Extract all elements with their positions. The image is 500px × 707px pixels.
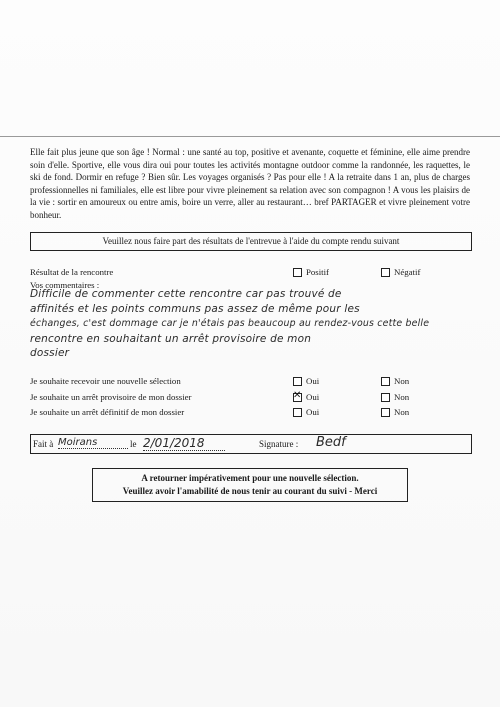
non-label: Non (394, 376, 410, 386)
comment-line: échanges, c'est dommage car je n'étais pas beaucoup au rendez-vous cette belle (30, 318, 430, 329)
choice-non-option[interactable] (381, 376, 409, 386)
choice-oui-checkbox[interactable] (293, 377, 302, 386)
fait-label: Fait à (33, 439, 54, 449)
choice-non-option[interactable] (381, 407, 409, 417)
choice-label: Je souhaite recevoir une nouvelle sélection (30, 376, 181, 386)
result-label: Résultat de la rencontre (30, 267, 114, 277)
oui-label: Oui (306, 392, 320, 402)
signature-row (30, 434, 472, 454)
choice-non-checkbox[interactable] (381, 393, 390, 402)
choice-oui-checkbox[interactable] (293, 393, 302, 402)
negative-option[interactable] (381, 267, 420, 277)
footer-box (92, 468, 408, 502)
top-divider (0, 136, 500, 137)
instructions-box: Veuillez nous faire part des résultats de l'entrevue à l'aide du compte rendu suivant (30, 232, 472, 251)
intro-paragraph: Elle fait plus jeune que son âge ! Normal : une santé au top, positive et avenante, coquette et féminine, elle aime prendre soin d'elle. Sportive, elle vous dira oui pour toutes les activités montagne outdoor comme la randonnée, les raquettes, le ski de fond. Dormir en refuge ? Bien sûr. Les voyages organisés ? Pas pour elle ! A la retraite dans 1 an, plus de charges professionnelles ni familiales, elle est libre pour vivre pleinement sa relation avec son compagnon ! A vous les plaisirs de la vie : sortir en amoureux ou entre amis, boire un verre, aller au restaurant… bref PARTAGER et vivre pleinement votre bonheur. (30, 147, 470, 220)
comments-label: Vos commentaires : (30, 280, 100, 290)
positive-option[interactable] (293, 267, 329, 277)
negative-label: Négatif (394, 267, 421, 277)
footer-line: Veuillez avoir l'amabilité de nous tenir au courant du suivi - Merci (122, 486, 378, 496)
choice-oui-option[interactable] (293, 392, 319, 402)
choice-oui-checkbox[interactable] (293, 408, 302, 417)
footer-line: A retourner impérativement pour une nouvelle sélection. (141, 473, 359, 483)
choice-non-checkbox[interactable] (381, 377, 390, 386)
choice-oui-option[interactable] (293, 376, 319, 386)
positive-checkbox[interactable] (293, 268, 302, 277)
non-label: Non (394, 392, 410, 402)
comment-line: dossier (30, 347, 70, 359)
choice-non-checkbox[interactable] (381, 408, 390, 417)
date-field[interactable]: 2/01/2018 (143, 436, 225, 451)
le-label: le (130, 439, 137, 449)
comment-line: Difficile de commenter cette rencontre car pas trouvé de (30, 288, 342, 300)
place-field[interactable]: Moirans (58, 437, 128, 449)
comment-line: rencontre en souhaitant un arrêt provisoire de mon (30, 333, 312, 345)
signature-field[interactable]: Bedf (316, 435, 346, 450)
choice-oui-option[interactable] (293, 407, 319, 417)
choice-label: Je souhaite un arrêt provisoire de mon dossier (30, 392, 192, 402)
choice-non-option[interactable] (381, 392, 409, 402)
positive-label: Positif (306, 267, 329, 277)
negative-checkbox[interactable] (381, 268, 390, 277)
non-label: Non (394, 407, 410, 417)
oui-label: Oui (306, 407, 320, 417)
oui-label: Oui (306, 376, 320, 386)
choice-label: Je souhaite un arrêt définitif de mon dossier (30, 407, 185, 417)
comment-line: affinités et les points communs pas assez de même pour les (30, 303, 360, 315)
signature-label: Signature : (259, 439, 299, 449)
